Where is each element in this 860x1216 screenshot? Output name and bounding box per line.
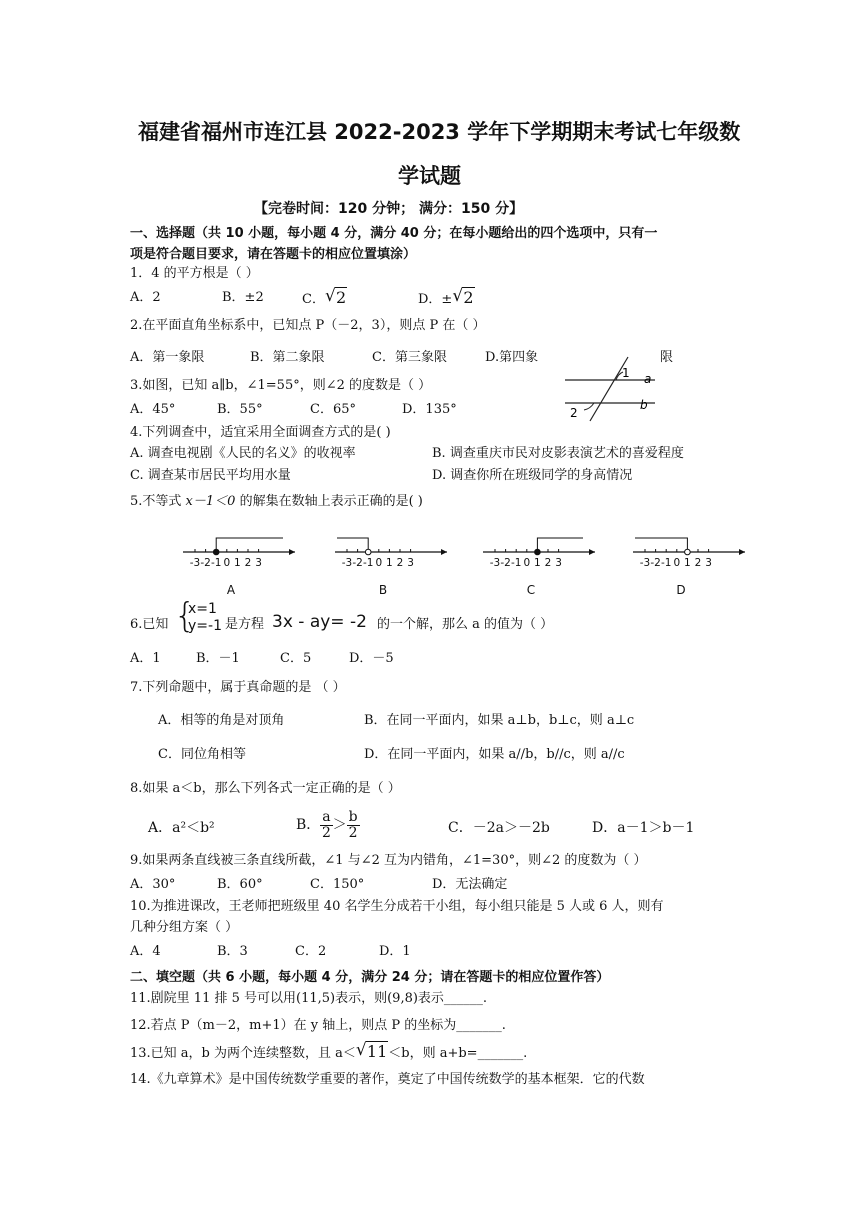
tick-label: 3 [407, 557, 414, 569]
tick-label: -1 [510, 557, 522, 569]
tick-label: -1 [362, 557, 374, 569]
q3-option-c: C．65° [310, 402, 356, 417]
q6-system-eq2: y=-1 [188, 618, 222, 634]
q4-option-d: D. 调查你所在班级同学的身高情况 [432, 468, 633, 483]
q12-stem: 12.若点 P（m－2，m+1）在 y 轴上，则点 P 的坐标为_______. [130, 1018, 506, 1033]
page-title-continued: 学试题 [398, 164, 461, 188]
tick-label: 2 [544, 557, 552, 569]
tick-label: -2 [352, 557, 363, 569]
section1-heading: 一、选择题（共 10 小题，每小题 4 分，满分 40 分；在每小题给出的四个选项中，只有一 [130, 226, 658, 241]
tick-label: 2 [396, 557, 404, 569]
label-b: b [640, 398, 648, 412]
tick-label: -2 [500, 557, 511, 569]
left-brace-icon: { [174, 596, 196, 636]
tick-label: -1 [660, 557, 672, 569]
tick-label: -3 [341, 557, 353, 569]
filled-point [213, 549, 219, 555]
q3-stem: 3.如图，已知 a∥b，∠1=55°，则∠2 的度数是（ ） [130, 378, 432, 393]
q3-option-b: B．55° [217, 402, 263, 417]
q9-stem: 9.如果两条直线被三条直线所截，∠1 与∠2 互为内错角，∠1=30°，则∠2 的度数为（ ） [130, 853, 647, 868]
q4-option-a: A. 调查电视剧《人民的名义》的收视率 [130, 446, 356, 461]
q4-option-b: B. 调查重庆市民对皮影表演艺术的喜爱程度 [432, 446, 684, 461]
option-label-B: B [378, 583, 388, 597]
q2-option-d: D.第四象 [485, 350, 539, 365]
q9-option-d: D．无法确定 [432, 877, 508, 892]
q10-option-a: A．4 [130, 944, 161, 959]
q8-stem: 8.如果 a＜b，那么下列各式一定正确的是（ ） [130, 781, 401, 796]
angle-1-label: 1 [622, 366, 630, 380]
option-label-D: D [676, 583, 686, 597]
tick-label: -3 [189, 557, 201, 569]
q6-option-d: D．－5 [349, 651, 394, 666]
q1-option-c-label: C． [302, 292, 325, 307]
solution-bracket [216, 538, 283, 552]
q10-stem: 10.为推进课改，王老师把班级里 40 名学生分成若干小组，每小组只能是 5 人或 6 人，则有 [130, 899, 664, 914]
q1-radicand: 2 [335, 288, 347, 307]
tick-label: 1 [684, 557, 691, 569]
q6-system-eq1: x=1 [188, 601, 217, 617]
q1-stem: 1．4 的平方根是（ ） [130, 266, 259, 281]
q7-option-d: D．在同一平面内，如果 a//b，b//c，则 a//c [364, 747, 625, 762]
q13-stem [130, 1044, 527, 1062]
q8-option-a: A．a²＜b² [148, 820, 215, 836]
numerator-a: a [322, 809, 331, 825]
sqrt-icon [356, 1044, 388, 1060]
q2-stem: 2.在平面直角坐标系中，已知点 P（－2，3），则点 P 在（ ） [130, 318, 486, 333]
sqrt-icon [325, 290, 347, 306]
numerator-b: b [348, 809, 358, 825]
q2-option-a: A．第一象限 [130, 350, 205, 365]
tick-label: 3 [255, 557, 262, 569]
q10-stem-cont: 几种分组方案（ ） [130, 920, 239, 935]
q3-option-d: D．135° [402, 402, 457, 417]
tick-label: 3 [555, 557, 562, 569]
q13-radicand: 11 [366, 1042, 388, 1061]
q5-number-lines [175, 528, 765, 600]
sqrt-icon [452, 290, 474, 306]
q9-option-a: A．30° [130, 877, 176, 892]
tick-label: 2 [694, 557, 702, 569]
q6-option-c: C．5 [280, 651, 312, 666]
q1-option-d [418, 290, 475, 308]
denominator-2: 2 [322, 825, 331, 841]
arrow-right-icon [289, 549, 295, 555]
q8-option-d: D．a－1＞b－1 [592, 820, 695, 836]
q2-option-c: C．第三象限 [372, 350, 447, 365]
page-title: 福建省福州市连江县 2022-2023 学年下学期期末考试七年级数 [138, 120, 741, 144]
q1-option-c [302, 290, 347, 308]
q14-stem: 14.《九章算术》是中国传统数学重要的著作，奠定了中国传统数学的基本框架．它的代数 [130, 1072, 645, 1087]
q10-option-d: D．1 [379, 944, 411, 959]
q3-parallel-lines-figure [560, 355, 670, 425]
denominator-2b: 2 [348, 825, 358, 841]
tick-label: 1 [234, 557, 241, 569]
tick-label: -2 [200, 557, 211, 569]
q5-stem [130, 494, 423, 510]
angle-2-label: 2 [570, 406, 578, 420]
q9-option-c: C．150° [310, 877, 365, 892]
q8-option-c: C．－2a＞－2b [448, 820, 550, 836]
q4-stem: 4.下列调查中，适宜采用全面调查方式的是( ) [130, 425, 391, 440]
tick-label: 0 [223, 557, 231, 569]
tick-label: 0 [673, 557, 681, 569]
solution-bracket [635, 538, 687, 552]
tick-label: 3 [705, 557, 712, 569]
q5-stem-pre: 5.不等式 [130, 494, 182, 509]
angle-2-arc [584, 403, 594, 410]
arrow-right-icon [739, 549, 745, 555]
q6-equation-system [174, 596, 222, 636]
arrow-right-icon [589, 549, 595, 555]
greater-than-sign: ＞ [332, 817, 347, 833]
q6-stem-pre: 6.已知 [130, 617, 169, 632]
q1-option-a: A．2 [130, 290, 161, 305]
q1-radicand-d: 2 [463, 288, 474, 307]
q9-option-b: B．60° [217, 877, 263, 892]
q3-option-a: A．45° [130, 402, 176, 417]
q8-option-b-label: B． [296, 817, 321, 833]
q11-stem: 11.剧院里 11 排 5 号可以用(11,5)表示，则(9,8)表示______. [130, 991, 488, 1006]
q1-option-d-label: D．± [418, 292, 453, 307]
q6-stem-mid: 是方程 [225, 617, 265, 632]
tick-label: 2 [244, 557, 252, 569]
q2-option-d-tail: 限 [660, 350, 674, 365]
q7-option-a: A．相等的角是对顶角 [158, 713, 285, 728]
section2-heading: 二、填空题（共 6 小题，每小题 4 分，满分 24 分；请在答题卡的相应位置作答） [130, 970, 610, 985]
q7-stem: 7.下列命题中，属于真命题的是 （ ） [130, 680, 346, 695]
q2-option-b: B．第二象限 [250, 350, 325, 365]
tick-label: -3 [489, 557, 501, 569]
q6-equation: 3x - ay= -2 [272, 612, 367, 632]
q5-stem-post: 的解集在数轴上表示正确的是( ) [239, 494, 423, 509]
tick-label: -1 [210, 557, 222, 569]
label-a: a [644, 372, 652, 386]
q1-option-b: B．±2 [222, 290, 264, 305]
q13-stem-post: ＜b，则 a+b=_______. [388, 1046, 528, 1061]
tick-label: 1 [534, 557, 541, 569]
section1-heading-cont: 项是符合题目要求，请在答题卡的相应位置填涂） [130, 247, 417, 262]
tick-label: -3 [639, 557, 651, 569]
q7-option-c: C．同位角相等 [158, 747, 246, 762]
solution-bracket [537, 538, 583, 552]
q6-stem-post: 的一个解，那么 a 的值为（ ） [377, 617, 554, 632]
open-point [365, 549, 371, 555]
q10-option-c: C．2 [295, 944, 327, 959]
option-label-C: C [526, 583, 536, 597]
q6-option-b: B．－1 [196, 651, 240, 666]
tick-label: -2 [650, 557, 661, 569]
tick-label: 0 [523, 557, 531, 569]
option-label-A: A [226, 583, 236, 597]
q6-option-a: A．1 [130, 651, 161, 666]
open-point [685, 549, 691, 555]
q10-option-b: B．3 [217, 944, 248, 959]
tick-label: 1 [386, 557, 393, 569]
solution-bracket [337, 538, 368, 552]
q7-option-b: B．在同一平面内，如果 a⊥b，b⊥c，则 a⊥c [364, 713, 635, 728]
filled-point [535, 549, 541, 555]
q5-inequality: x－1＜0 [185, 494, 236, 509]
tick-label: 0 [375, 557, 383, 569]
q13-stem-pre: 13.已知 a，b 为两个连续整数，且 a＜ [130, 1046, 356, 1061]
fraction-b-over-2 [347, 810, 360, 841]
exam-info: 【完卷时间：120 分钟； 满分：150 分】 [254, 201, 524, 217]
arrow-right-icon [441, 549, 447, 555]
fraction-a-over-2 [320, 810, 332, 841]
q4-option-c: C. 调查某市居民平均用水量 [130, 468, 291, 483]
q8-option-b [296, 810, 360, 841]
